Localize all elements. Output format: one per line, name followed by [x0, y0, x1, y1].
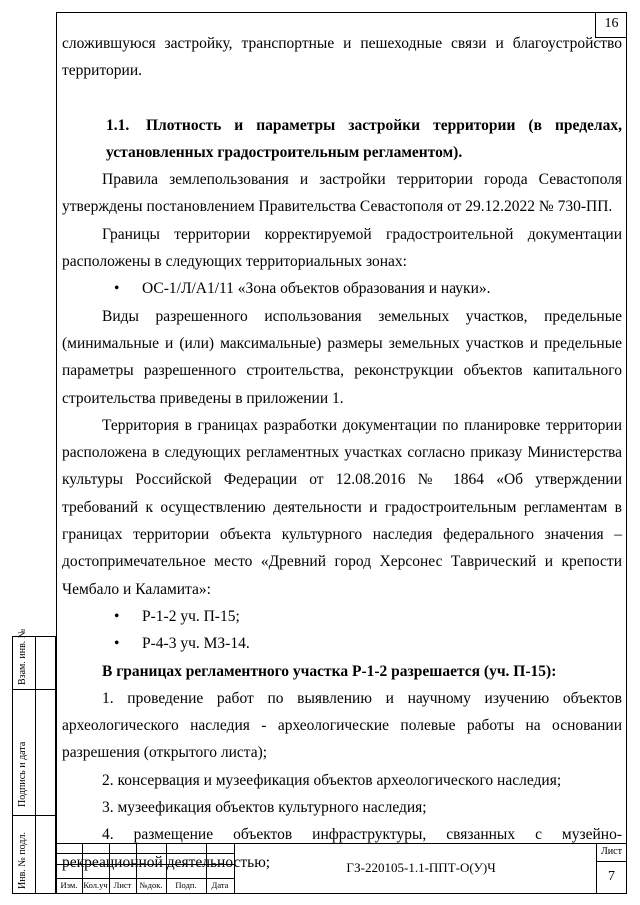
- top-page-number: 16: [595, 12, 627, 38]
- zone-bullet: [62, 275, 622, 302]
- paragraph-types: Виды разрешенного использования земельных участков, предельные (минимальные и (или) максимальные) размеры земельных участков и предельные параметры разрешенного строительства, реконструкции объектов капитального строительства приведены в приложении 1.: [62, 307, 622, 407]
- list-item: 1. проведение работ по выявлению и научному изучению объектов археологического наследия - археологические полевые работы на основании разрешения (открытого листа);: [62, 689, 622, 762]
- plot-heading: В границах регламентного участка Р-1-2 разрешается (уч. П-15):: [102, 662, 557, 680]
- col-label-podp: Подп.: [175, 880, 197, 890]
- col-label-list: Лист: [113, 880, 132, 890]
- section-number: 1.1.: [106, 116, 130, 134]
- col-label-data: Дата: [211, 880, 229, 890]
- col-label-ndoc: №док.: [139, 880, 163, 890]
- list-item: 3. музеефикация объектов культурного наследия;: [102, 799, 427, 817]
- bullet-icon: •: [114, 280, 120, 298]
- paragraph-territory: Территория в границах разработки документации по планировке территории расположена в следующих регламентных участках согласно приказу Министерства культуры Российской Федерации от 12.08.2016 № 1864 «Об утверждении требований к осуществлению деятельности и градостроительным регламентам в границах территории объекта культурного наследия федерального значения – достопримечательное место «Древний город Херсонес Таврический и крепости Чембало и Каламита»:: [62, 416, 622, 598]
- plot-bullet-text: Р-1-2 уч. П-15;: [142, 607, 240, 625]
- zone-bullet-text: ОС-1/Л/А1/11 «Зона объектов образования и науки».: [142, 280, 491, 298]
- paragraph-intro: сложившуюся застройку, транспортные и пешеходные связи и благоустройство территории.: [62, 35, 622, 80]
- section-title: Плотность и параметры застройки территории (в пределах, установленных градостроительным регламентом).: [106, 116, 622, 161]
- title-block: [56, 843, 627, 894]
- side-label-replacement: Взам. инв. №: [17, 628, 28, 685]
- list-item: 2. консервация и музеефикация объектов археологического наследия;: [102, 771, 562, 789]
- paragraph-rules: Правила землепользования и застройки территории города Севастополя утверждены постановлением Правительства Севастополя от 29.12.2022 № 730-ПП.: [62, 171, 622, 216]
- bullet-icon: •: [114, 635, 120, 653]
- side-label-signature: Подпись и дата: [17, 741, 28, 807]
- plot-bullet-1: [62, 603, 622, 630]
- sheet-label: Лист: [601, 846, 622, 857]
- col-label-koluch: Кол.уч: [83, 880, 108, 890]
- side-stamp: [12, 628, 56, 894]
- paragraph-zones: Границы территории корректируемой градостроительной документации расположены в следующих территориальных зонах:: [62, 225, 622, 271]
- section-heading: [62, 112, 622, 167]
- list-item: 4. размещение объектов инфраструктуры, связанных с музейно- рекреационной деятельностью;: [62, 826, 622, 871]
- plot-bullet-2: [62, 630, 622, 657]
- col-label-izm: Изм.: [60, 880, 78, 890]
- bullet-icon: •: [114, 607, 120, 625]
- sheet-number: 7: [608, 869, 615, 884]
- plot-bullet-text: Р-4-3 уч. МЗ-14.: [142, 635, 250, 653]
- document-body: [62, 30, 622, 876]
- document-code: ГЗ-220105-1.1-ППТ-О(У)Ч: [346, 860, 496, 875]
- side-label-inventory: Инв. № подл.: [17, 832, 28, 889]
